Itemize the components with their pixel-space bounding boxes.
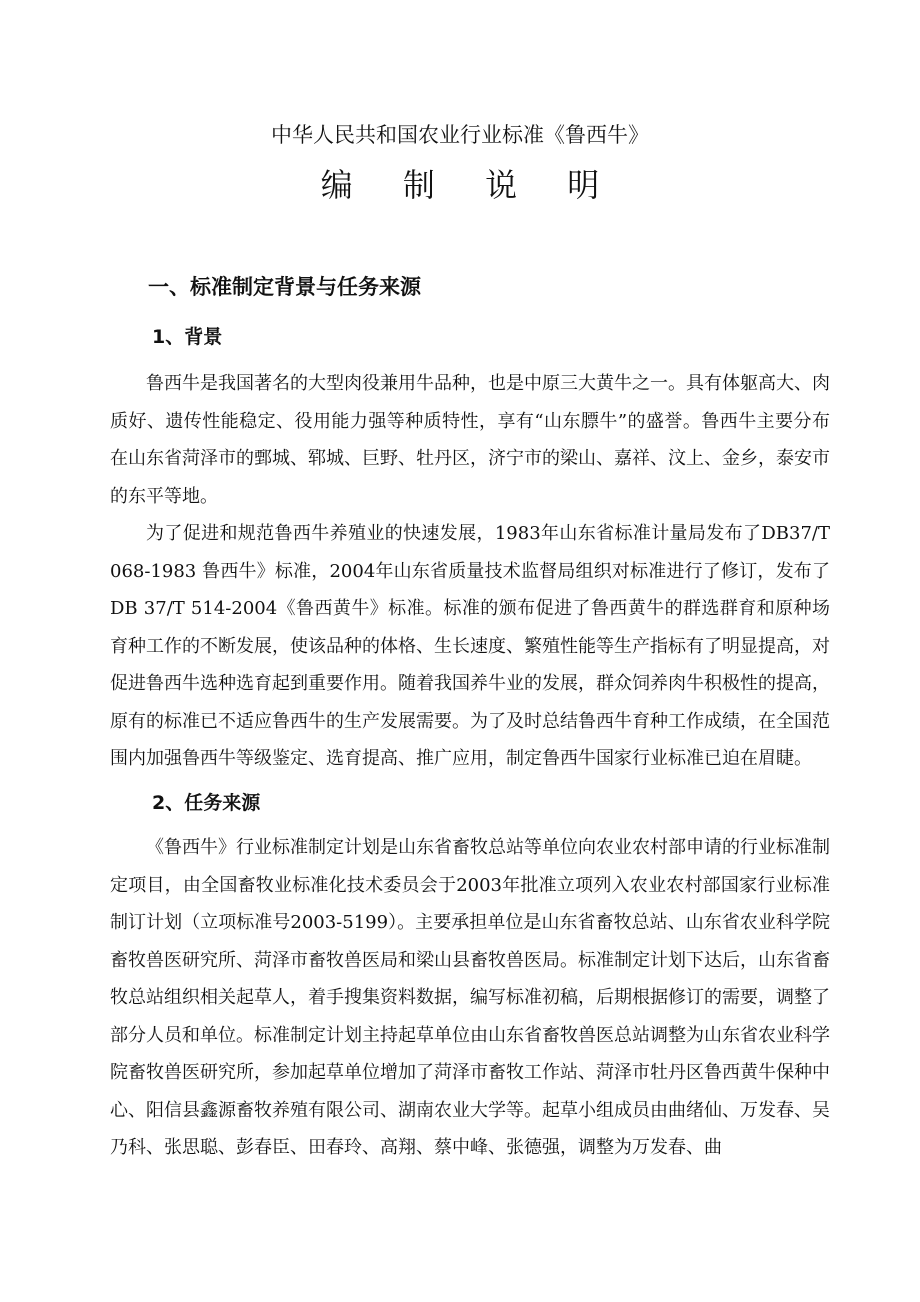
section-heading-1: 一、标准制定背景与任务来源 — [148, 275, 421, 299]
document-title: 编 制 说 明 — [320, 166, 620, 204]
paragraph-task-source-1: 《鲁西牛》行业标准制定计划是山东省畜牧总站等单位向农业农村部申请的行业标准制定项目，由全国畜牧业标准化技术委员会于2003年批准立项列入农业农村部国家行业标准制订计划（立项标准号2003-5199）。主要承担单位是山东省畜牧总站、山东省农业科学院畜牧兽医研究所、菏泽市畜牧兽医局和梁山县畜牧兽医局。标准制定计划下达后，山东省畜牧总站组织相关起草人，着手搜集资料数据，编写标准初稿，后期根据修订的需要，调整了部分人员和单位。标准制定计划主持起草单位由山东省畜牧兽医总站调整为山东省农业科学院畜牧兽医研究所，参加起草单位增加了菏泽市畜牧工作站、菏泽市牡丹区鲁西黄牛保种中心、阳信县鑫源畜牧养殖有限公司、湖南农业大学等。起草小组成员由曲绪仙、万发春、吴乃科、张思聪、彭春臣、田春玲、高翔、蔡中峰、张德强，调整为万发春、曲 — [110, 837, 830, 1158]
paragraph-background-1: 鲁西牛是我国著名的大型肉役兼用牛品种，也是中原三大黄牛之一。具有体躯高大、肉质好、遗传性能稳定、役用能力强等种质特性，享有“山东膘牛”的盛誉。鲁西牛主要分布在山东省菏泽市的鄄城、郓城、巨野、牡丹区，济宁市的梁山、嘉祥、汶上、金乡，泰安市的东平等地。 — [110, 373, 830, 507]
paragraph-background-2: 为了促进和规范鲁西牛养殖业的快速发展，1983年山东省标准计量局发布了DB37/T 068-1983 鲁西牛》标准，2004年山东省质量技术监督局组织对标准进行了修订，发布了DB 37/T 514-2004《鲁西黄牛》标准。标准的颁布促进了鲁西黄牛的群选群育和原种场育种工作的不断发展，使该品种的体格、生长速度、繁殖性能等生产指标有了明显提高，对促进鲁西牛选种选育起到重要作用。随着我国养牛业的发展，群众饲养肉牛积极性的提高，原有的标准已不适应鲁西牛的生产发展需要。为了及时总结鲁西牛育种工作成绩，在全国范围内加强鲁西牛等级鉴定、选育提高、推广应用，制定鲁西牛国家行业标准已迫在眉睫。 — [110, 523, 830, 769]
document-subtitle: 中华人民共和国农业行业标准《鲁西牛》 — [271, 123, 649, 147]
subsection-heading-background: 1、背景 — [152, 326, 223, 348]
subsection-heading-task-source: 2、任务来源 — [152, 792, 261, 814]
